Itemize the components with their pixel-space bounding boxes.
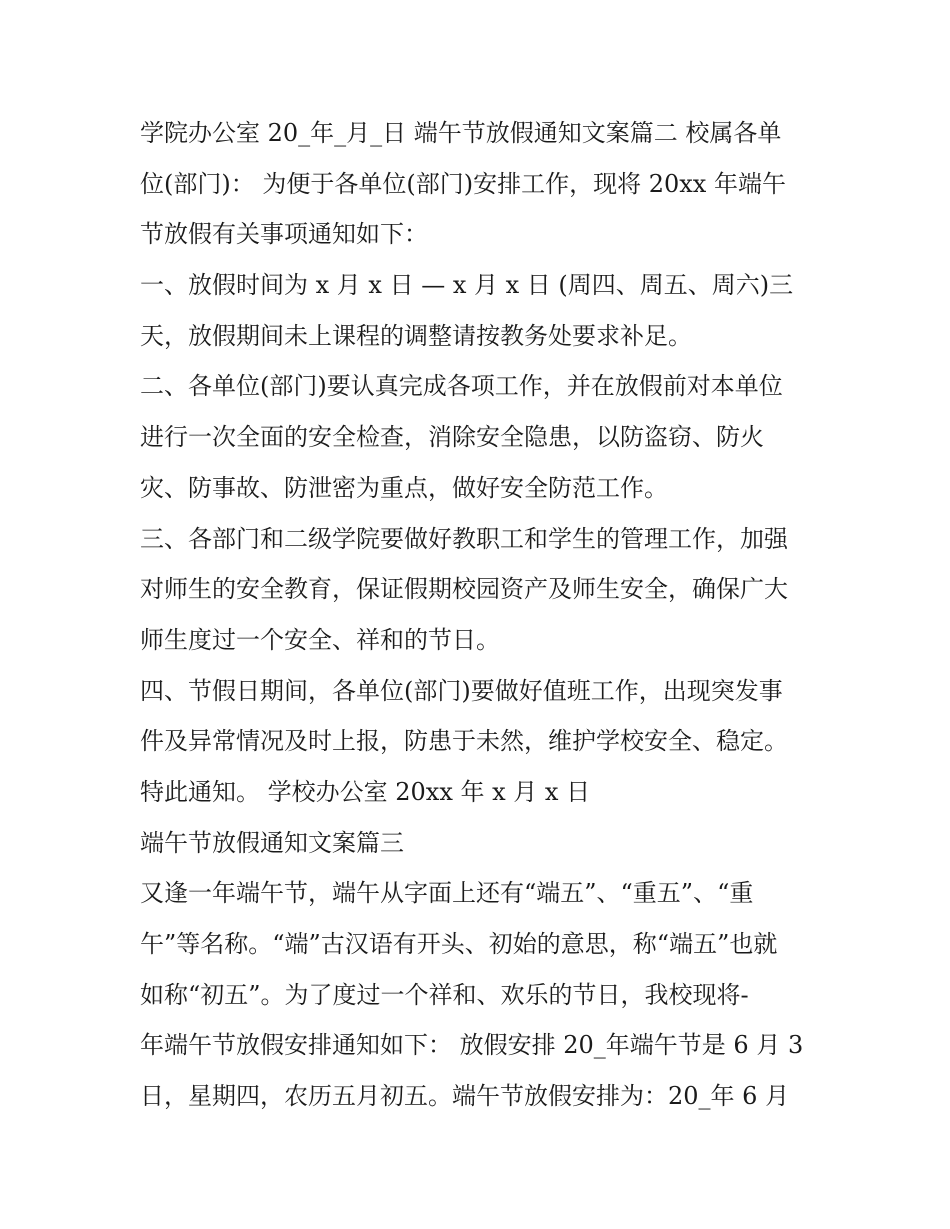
text-line: 三、各部门和二级学院要做好教职工和学生的管理工作，加强 bbox=[140, 524, 788, 553]
text-line: 四、节假日期间，各单位(部门)要做好值班工作，出现突发事 bbox=[140, 676, 783, 705]
text-line: 二、各单位(部门)要认真完成各项工作，并在放假前对本单位 bbox=[140, 372, 783, 401]
document-body bbox=[140, 108, 830, 1122]
text-line: 午”等名称。“端”古汉语有开头、初始的意思，称“端五”也就 bbox=[140, 930, 778, 958]
text-line: 一、放假时间为 x 月 x 日 — x 月 x 日 (周四、周五、周六)三 bbox=[140, 271, 794, 300]
text-line: 进行一次全面的安全检查，消除安全隐患，以防盗窃、防火 bbox=[140, 423, 764, 452]
text-line: 如称“初五”。为了度过一个祥和、欢乐的节日，我校现将- bbox=[140, 980, 749, 1009]
text-line: 师生度过一个安全、祥和的节日。 bbox=[140, 625, 500, 654]
text-line: 位(部门)： 为便于各单位(部门)安排工作，现将 20xx 年端午 bbox=[140, 169, 786, 198]
text-line: 天，放假期间未上课程的调整请按教务处要求补足。 bbox=[140, 321, 692, 350]
text-line: 灾、防事故、防泄密为重点，做好安全防范工作。 bbox=[140, 473, 668, 502]
text-line: 年端午节放假安排通知如下： 放假安排 20_年端午节是 6 月 3 bbox=[140, 1031, 804, 1060]
text-line: 特此通知。 学校办公室 20xx 年 x 月 x 日 bbox=[140, 777, 591, 806]
text-line: 节放假有关事项通知如下： bbox=[140, 220, 428, 249]
section-heading: 端午节放假通知文案篇三 bbox=[140, 828, 404, 857]
text-line: 学院办公室 20_年_月_日 端午节放假通知文案篇二 校属各单 bbox=[140, 119, 782, 147]
text-line: 日，星期四，农历五月初五。端午节放假安排为：20_年 6 月 bbox=[140, 1082, 790, 1111]
text-line: 件及异常情况及时上报，防患于未然，维护学校安全、稳定。 bbox=[140, 727, 788, 756]
text-line: 对师生的安全教育，保证假期校园资产及师生安全，确保广大 bbox=[140, 575, 788, 604]
text-line: 又逢一年端午节，端午从字面上还有“端五”、“重五”、“重 bbox=[140, 879, 754, 908]
